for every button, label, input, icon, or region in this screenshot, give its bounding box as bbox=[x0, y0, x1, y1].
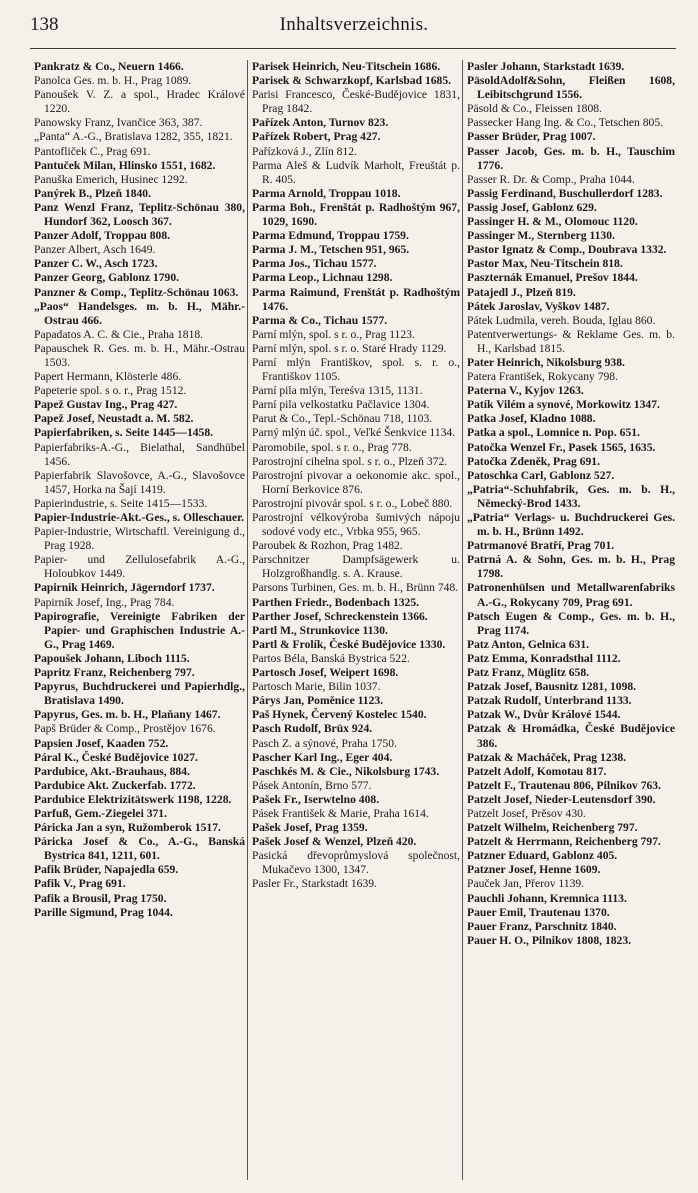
index-entry: Papyrus, Buchdruckerei und Papierhdlg., Bratislava 1490. bbox=[34, 680, 245, 708]
index-entry: Pátek Jaroslav, Vyškov 1487. bbox=[467, 299, 610, 313]
index-entry: Papierindustrie, s. Seite 1415—1533. bbox=[34, 496, 208, 510]
index-entry: Paterna V., Kyjov 1263. bbox=[467, 384, 584, 398]
index-entry: Patzner Eduard, Gablonz 405. bbox=[467, 849, 618, 863]
index-entry: Parma Boh., Frenštát p. Radhoštým 967, 1029, 1690. bbox=[252, 200, 460, 229]
index-entry: Patzelt Josef, Nieder-Leutensdorf 390. bbox=[467, 792, 656, 806]
index-entry: Papirnik Heinrich, Jägerndorf 1737. bbox=[34, 581, 215, 595]
index-entry: Pauer Emil, Trautenau 1370. bbox=[467, 905, 610, 919]
index-entry: Pasická dřevoprůmyslová společnost, Mukačevo 1300, 1347. bbox=[252, 849, 460, 877]
index-entry: Patík Vilém a synové, Morkowitz 1347. bbox=[467, 398, 660, 412]
index-entry: Parfuß, Gem.-Ziegelei 371. bbox=[34, 806, 167, 820]
index-entry: Panuška Emerich, Husinec 1292. bbox=[34, 172, 188, 186]
index-entry: Patoschka Carl, Gablonz 527. bbox=[467, 468, 615, 482]
index-entry: „Patria“-Schuhfabrik, Ges. m. b. H., Německý-Brod 1433. bbox=[467, 482, 675, 510]
index-entry: Papierfabriken, s. Seite 1445—1458. bbox=[34, 426, 214, 440]
index-entry: Pašek Fr., Iserwtelno 408. bbox=[252, 792, 380, 806]
index-entry: Panzer Albert, Asch 1649. bbox=[34, 243, 156, 257]
index-entry: Patzak & Macháček, Prag 1238. bbox=[467, 750, 627, 764]
index-entry: Papier- und Zellulosefabrik A.-G., Holoubkov 1449. bbox=[34, 553, 245, 581]
index-entry: Parostrojní vélkovýroba šumivých nápoju sodové vody etc., Vrbka 955, 965. bbox=[252, 511, 460, 539]
index-entry: Papier-Industrie, Wirtschaftl. Vereinigung d., Prag 1928. bbox=[34, 525, 245, 553]
index-entry: „Patria“ Verlags- u. Buchdruckerei Ges. m. b. H., Brünn 1492. bbox=[467, 511, 675, 539]
index-entry: Partosch Josef, Weipert 1698. bbox=[252, 666, 399, 680]
index-entry: Passinger H. & M., Olomouc 1120. bbox=[467, 215, 638, 229]
index-column-2 bbox=[247, 60, 462, 1180]
index-entry: Parní pila velkostatku Pačlavice 1304. bbox=[252, 398, 430, 412]
index-entry: Párys Jan, Poměnice 1123. bbox=[252, 694, 384, 708]
index-entry: Panzer C. W., Asch 1723. bbox=[34, 257, 158, 271]
index-entry: Panzer Georg, Gablonz 1790. bbox=[34, 271, 180, 285]
index-entry: Parsons Turbinen, Ges. m. b. H., Brünn 748. bbox=[252, 581, 459, 595]
index-entry: Patajedl J., Plzeň 819. bbox=[467, 285, 576, 299]
index-entry: Pátek Ludmila, vereh. Bouda, Iglau 860. bbox=[467, 313, 656, 327]
index-entry: Patz Anton, Gelnica 631. bbox=[467, 637, 590, 651]
index-entry: Parisek & Schwarzkopf, Karlsbad 1685. bbox=[252, 74, 452, 88]
index-entry: Patzelt Wilhelm, Reichenberg 797. bbox=[467, 821, 638, 835]
index-entry: Panowsky Franz, Ivančice 363, 387. bbox=[34, 116, 203, 130]
index-entry: Paš Hynek, Červený Kostelec 1540. bbox=[252, 708, 427, 722]
index-entry: Patzelt Josef, Prěsov 430. bbox=[467, 806, 586, 820]
index-entry: Parisek Heinrich, Neu-Titschein 1686. bbox=[252, 60, 441, 73]
index-entry: Panzner & Comp., Teplitz-Schönau 1063. bbox=[34, 285, 239, 299]
index-entry: Pauček Jan, Přerov 1139. bbox=[467, 877, 585, 891]
index-entry: Pantofliček C., Prag 691. bbox=[34, 144, 151, 158]
index-entry: Papritz Franz, Reichenberg 797. bbox=[34, 666, 195, 680]
index-entry: Patsch Eugen & Comp., Ges. m. b. H., Prag 1174. bbox=[467, 609, 675, 637]
index-entry: Parut & Co., Tepl.-Schönau 718, 1103. bbox=[252, 412, 433, 426]
index-entry: Partl M., Strunkovice 1130. bbox=[252, 623, 388, 637]
index-entry: Patzner Josef, Henne 1609. bbox=[467, 863, 601, 877]
index-entry: Pastor Ignatz & Comp., Doubrava 1332. bbox=[467, 243, 667, 257]
index-entry: Patzelt Adolf, Komotau 817. bbox=[467, 764, 607, 778]
index-entry: Papert Hermann, Klösterle 486. bbox=[34, 370, 182, 384]
index-entry: Papier-Industrie-Akt.-Ges., s. Olleschauer. bbox=[34, 511, 245, 524]
index-entry: Paromobile, spol. s r. o., Prag 778. bbox=[252, 440, 412, 454]
index-entry: Papež Gustav Ing., Prag 427. bbox=[34, 398, 178, 412]
index-column-1 bbox=[32, 60, 247, 1180]
index-entry: Papierfabrik Slavošovce, A.-G., Slavošovce 1457, Horka na Šají 1419. bbox=[34, 468, 245, 496]
index-entry: Parschnitzer Dampfsägewerk u. Holzgroßhandlg. s. A. Krause. bbox=[252, 553, 460, 581]
index-entry: Papauschek R. Ges. m. b. H., Mähr.-Ostrau 1503. bbox=[34, 341, 245, 369]
index-entry: Parma Raimund, Frenštát p. Radhoštým 1476. bbox=[252, 285, 460, 313]
index-entry: Papyrus, Ges. m. b. H., Plaňany 1467. bbox=[34, 708, 221, 722]
index-entry: Pasch Rudolf, Brüx 924. bbox=[252, 722, 373, 736]
index-entry: Patzak Josef, Bausnitz 1281, 1098. bbox=[467, 680, 637, 694]
index-entry: Parní mlýn, spol. s r. o. Staré Hrady 1129. bbox=[252, 341, 447, 355]
index-entry: Pásek František & Marie, Praha 1614. bbox=[252, 806, 429, 820]
index-entry: Pauer Franz, Parschnitz 1840. bbox=[467, 919, 617, 933]
index-entry: Parma Aleš & Ludvík Marholt, Freuštát p. R. 405. bbox=[252, 158, 460, 186]
page-number: 138 bbox=[30, 14, 59, 35]
index-entry: Parma Arnold, Troppau 1018. bbox=[252, 186, 401, 200]
index-entry: Páral K., České Budějovice 1027. bbox=[34, 750, 198, 764]
index-entry: Pafik a Brousil, Prag 1750. bbox=[34, 891, 167, 905]
index-entry: Passer Jacob, Ges. m. b. H., Tauschim 1776. bbox=[467, 144, 675, 172]
index-entry: Paschkés M. & Cie., Nikolsburg 1743. bbox=[252, 764, 440, 778]
index-entry: Patentverwertungs- & Reklame Ges. m. b. H., Karlsbad 1815. bbox=[467, 327, 675, 355]
index-entry: Parther Josef, Schreckenstein 1366. bbox=[252, 609, 428, 623]
index-entry: Pařízková J., Zlín 812. bbox=[252, 144, 357, 158]
index-entry: Páricka Jan a syn, Ružomberok 1517. bbox=[34, 821, 221, 835]
index-entry: Pašek Josef, Prag 1359. bbox=[252, 821, 368, 835]
index-entry: Pasler Johann, Starkstadt 1639. bbox=[467, 60, 625, 73]
index-entry: Patrmanové Bratří, Prag 701. bbox=[467, 539, 615, 553]
page-header bbox=[30, 14, 678, 42]
index-entry: Patzelt & Herrmann, Reichenberg 797. bbox=[467, 835, 661, 849]
header-rule bbox=[30, 48, 676, 49]
index-entry: Pater Heinrich, Nikolsburg 938. bbox=[467, 355, 625, 369]
index-entry: Papoušek Johann, Liboch 1115. bbox=[34, 651, 190, 665]
index-entry: Papež Josef, Neustadt a. M. 582. bbox=[34, 412, 194, 426]
index-entry: Panoušek V. Z. a spol., Hradec Králové 1220. bbox=[34, 88, 245, 116]
index-entry: Páricka Josef & Co., A.-G., Banská Bystrica 841, 1211, 601. bbox=[34, 835, 245, 863]
index-entry: Parma J. M., Tetschen 951, 965. bbox=[252, 243, 410, 257]
index-entry: Pardubice Elektrizitätswerk 1198, 1228. bbox=[34, 792, 232, 806]
index-entry: Parný mlýn úč. spol., Veľké Šenkvice 1134. bbox=[252, 426, 456, 440]
index-entry: „Paos“ Handelsges. m. b. H., Mähr.-Ostrau 466. bbox=[34, 299, 245, 327]
index-entry: Patzak Rudolf, Unterbrand 1133. bbox=[467, 694, 632, 708]
page-title: Inhaltsverzeichnis. bbox=[279, 14, 429, 35]
index-entry: Passig Josef, Gablonz 629. bbox=[467, 200, 597, 214]
index-entry: Passer R. Dr. & Comp., Praha 1044. bbox=[467, 172, 635, 186]
index-entry: Parní pila mlýn, Tereśva 1315, 1131. bbox=[252, 384, 423, 398]
index-entry: Panz Wenzl Franz, Teplitz-Schönau 380, Hundorf 362, Loosch 367. bbox=[34, 200, 245, 229]
index-entry: Parma & Co., Tichau 1577. bbox=[252, 313, 388, 327]
index-entry: Pardubice, Akt.-Brauhaus, 884. bbox=[34, 764, 190, 778]
index-entry: Patz Franz, Müglitz 658. bbox=[467, 666, 590, 680]
index-entry: Parma Leop., Lichnau 1298. bbox=[252, 271, 393, 285]
index-entry: Papadatos A. C. & Cie., Praha 1818. bbox=[34, 327, 204, 341]
index-entry: Partl & Frolík, České Budějovice 1330. bbox=[252, 637, 446, 651]
index-entry: Panzer Adolf, Troppau 808. bbox=[34, 229, 171, 243]
index-entry: Passecker Hang Ing. & Co., Tetschen 805. bbox=[467, 116, 664, 130]
index-entry: Passer Brüder, Prag 1007. bbox=[467, 130, 596, 144]
index-entry: Pařízek Robert, Prag 427. bbox=[252, 130, 381, 144]
index-entry: Päsold & Co., Fleissen 1808. bbox=[467, 102, 602, 116]
index-entry: Pafik Brüder, Napajedla 659. bbox=[34, 863, 179, 877]
index-entry: Papierfabriks-A.-G., Bielathal, Sandhübel 1456. bbox=[34, 440, 245, 468]
index-entry: Patočka Wenzel Fr., Pasek 1565, 1635. bbox=[467, 440, 656, 454]
index-entry: Pásek Antonín, Brno 577. bbox=[252, 778, 372, 792]
index-entry: Papsien Josef, Kaaden 752. bbox=[34, 736, 169, 750]
index-entry: Pascher Karl Ing., Eger 404. bbox=[252, 750, 393, 764]
index-entry: PäsoldAdolf&Sohn, Fleißen 1608, Leibitschgrund 1556. bbox=[467, 74, 675, 102]
index-entry: Patrná A. & Sohn, Ges. m. b. H., Prag 1798. bbox=[467, 553, 675, 581]
index-entry: Patronenhülsen und Metallwarenfabriks A.-G., Rokycany 709, Prag 691. bbox=[467, 581, 675, 609]
index-entry: Passig Ferdinand, Buschullerdorf 1283. bbox=[467, 186, 663, 200]
index-entry: Pankratz & Co., Neuern 1466. bbox=[34, 60, 184, 73]
index-entry: „Panta“ A.-G., Bratislava 1282, 355, 1821. bbox=[34, 130, 233, 144]
index-entry: Paszternák Emanuel, Prešov 1844. bbox=[467, 271, 638, 285]
index-entry: Papirografie, Vereinigte Fabriken der Papier- und Graphischen Industrie A.-G., Prag 1469. bbox=[34, 609, 245, 651]
index-column-3 bbox=[462, 60, 677, 1180]
index-entry: Patz Emma, Konradsthal 1112. bbox=[467, 651, 621, 665]
index-entry: Pasch Z. a sýnové, Praha 1750. bbox=[252, 736, 397, 750]
index-entry: Parma Jos., Tichau 1577. bbox=[252, 257, 377, 271]
index-entry: Parthen Friedr., Bodenbach 1325. bbox=[252, 595, 420, 609]
index-entry: Parostrojní pivovár spol. s r. o., Lobeč 880. bbox=[252, 496, 453, 510]
index-entry: Parostrojní cihelna spol. s r. o., Plzeň 372. bbox=[252, 454, 448, 468]
index-entry: Papš Brüder & Comp., Prostějov 1676. bbox=[34, 722, 216, 736]
index-entry: Paroubek & Rozhon, Prag 1482. bbox=[252, 539, 403, 553]
index-entry: Panýrek B., Plzeň 1840. bbox=[34, 186, 152, 200]
index-entry: Patka Josef, Kladno 1088. bbox=[467, 412, 596, 426]
index-entry: Pardubice Akt. Zuckerfab. 1772. bbox=[34, 778, 196, 792]
index-entry: Pauer H. O., Pilnikov 1808, 1823. bbox=[467, 933, 632, 947]
index-entry: Parma Edmund, Troppau 1759. bbox=[252, 229, 409, 243]
index-entry: Passinger M., Sternberg 1130. bbox=[467, 229, 615, 243]
index-entry: Parní mlýn Františkov, spol. s. r. o., Františkov 1105. bbox=[252, 355, 460, 384]
index-entry: Pašek Josef & Wenzel, Plzeň 420. bbox=[252, 835, 417, 849]
index-entry: Pantuček Milan, Hlinsko 1551, 1682. bbox=[34, 158, 216, 172]
index-entry: Patzak & Hromádka, České Budějovice 386. bbox=[467, 722, 675, 750]
index-entry: Panolca Ges. m. b. H., Prag 1089. bbox=[34, 74, 192, 88]
index-entry: Patka a spol., Lomnice n. Pop. 651. bbox=[467, 426, 640, 440]
index-entry: Patera František, Rokycany 798. bbox=[467, 370, 619, 384]
index-entry: Pafik V., Prag 691. bbox=[34, 877, 126, 891]
index-entry: Patočka Zdeněk, Prag 691. bbox=[467, 454, 600, 468]
index-entry: Parisi Francesco, České-Budějovice 1831, Prag 1842. bbox=[252, 88, 460, 116]
index-entry: Patzelt F., Trautenau 806, Pilnikov 763. bbox=[467, 778, 661, 792]
index-entry: Parostrojní pivovar a oekonomie akc. spol., Horní Berkovice 876. bbox=[252, 468, 460, 496]
index-entry: Parní mlýn, spol. s r. o., Prag 1123. bbox=[252, 327, 415, 341]
index-entry: Pastor Max, Neu-Titschein 818. bbox=[467, 257, 623, 271]
index-entry: Pasler Fr., Starkstadt 1639. bbox=[252, 877, 377, 891]
index-entry: Papirník Josef, Ing., Prag 784. bbox=[34, 595, 175, 609]
index-entry: Pauchli Johann, Kremnica 1113. bbox=[467, 891, 627, 905]
index-entry: Partosch Marie, Bilin 1037. bbox=[252, 680, 381, 694]
index-entry: Papeterie spol. s o. r., Prag 1512. bbox=[34, 384, 187, 398]
index-entry: Parille Sigmund, Prag 1044. bbox=[34, 905, 173, 919]
index-columns bbox=[32, 60, 678, 1180]
index-entry: Pařízek Anton, Turnov 823. bbox=[252, 116, 389, 130]
index-entry: Partos Béla, Banská Bystrica 522. bbox=[252, 651, 410, 665]
index-entry: Patzak W., Dvůr Králové 1544. bbox=[467, 708, 621, 722]
